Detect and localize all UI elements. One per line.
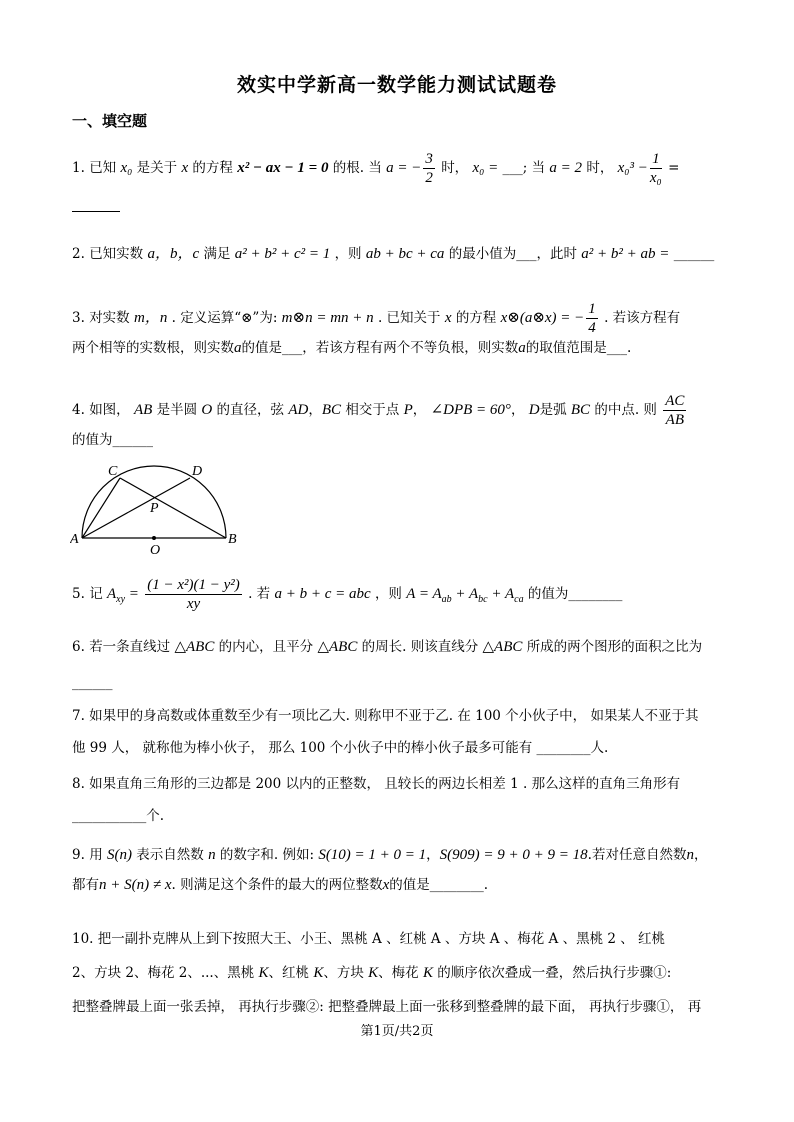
q2-text: 已知实数 <box>89 246 144 262</box>
q4-text: 的值为______ <box>72 432 153 448</box>
q3-number: 3. <box>72 310 85 326</box>
q3-fraction <box>586 300 598 337</box>
question-3 <box>72 300 722 359</box>
q6-triangle: △ABC <box>317 639 358 655</box>
q10-k: K <box>258 965 269 981</box>
question-1 <box>72 150 722 219</box>
q5-sub: bc <box>478 594 488 605</box>
q9-n: n <box>686 847 694 863</box>
question-2 <box>72 243 722 265</box>
q3-text: 的值是___，若该方程有两个不等负根，则实数 <box>241 340 519 356</box>
q5-number: 5. <box>72 586 85 602</box>
q3-text: . 定义运算“⊗”为: <box>171 310 278 326</box>
q3-definition: m⊗n = mn + n <box>281 310 374 326</box>
q4-number: 4. <box>72 402 85 418</box>
page-footer: 第1页/共2页 <box>360 1024 434 1039</box>
q8-line-1: 8. 如果直角三角形的三边都是 200 以内的正整数， 且较长的两边长相差 1 . 那么这样的直角三角形有 <box>72 776 681 792</box>
q3-x: x <box>444 310 452 326</box>
q10-text: 的顺序依次叠成一叠，然后执行步骤①: <box>437 965 672 981</box>
q5-a: A <box>106 586 117 602</box>
q5-text: . 若 <box>248 586 271 602</box>
q3-text: 的方程 <box>455 310 497 326</box>
q9-sn: S(n) <box>106 847 132 863</box>
q7-line-2: 他 99 人， 就称他为棒小伙子， 那么 100 个小伙子中的棒小伙子最多可能有 ________人. <box>72 740 609 756</box>
q4-fraction <box>663 392 686 429</box>
q10-k: K <box>368 965 379 981</box>
fraction-denominator: x₀ <box>649 170 662 186</box>
fraction-numerator: 1 <box>650 150 662 169</box>
q1-text: 是关于 <box>136 160 178 176</box>
q10-text: 2、方块 2、梅花 2、...、黑桃 <box>72 965 255 981</box>
q6-number: 6. <box>72 639 85 655</box>
label-a: A <box>70 532 79 547</box>
q7-line-1: 7. 如果甲的身高数或体重数至少有一项比乙大. 则称甲不亚于乙. 在 100 个小伙子中， 如果某人不亚于其 <box>72 708 699 724</box>
fraction-denominator: 4 <box>588 320 596 336</box>
q5-fraction <box>145 576 242 613</box>
q1-text: 的根. 当 <box>332 160 382 176</box>
q4-bc: BC <box>321 402 342 418</box>
q5-sub: ab <box>441 594 452 605</box>
q1-fraction <box>423 150 435 187</box>
q9-text: 的数字和. 例如: <box>219 847 315 863</box>
q6-text: 的内心，且平分 <box>218 639 314 655</box>
q4-angle: ∠DPB = 60° <box>430 402 511 418</box>
question-10 <box>72 922 722 1024</box>
q10-text: 、红桃 <box>268 965 310 981</box>
q9-text: 用 <box>89 847 103 863</box>
question-4: 4. 如图， AB 是半圆 O 的直径，弦 AD，BC 相交于点 P， ∠DPB = 60°， D是弧 BC 的中点. 则 $\frac{AC}{AB}$ 的值为______ <box>72 393 685 448</box>
fraction-numerator: 1 <box>588 301 596 317</box>
q9-text: . 则满足这个条件的最大的两位整数 <box>171 877 383 893</box>
q2-equation: a² + b² + c² = 1 <box>234 246 331 262</box>
label-c: C <box>108 464 118 479</box>
q6-blank: ______ <box>72 675 113 691</box>
q9-condition: n + S(n) ≠ x <box>99 877 172 893</box>
q9-text: ， <box>693 847 708 863</box>
center-point <box>152 536 156 540</box>
q4-p: P <box>403 402 413 418</box>
fraction-denominator: xy <box>186 596 201 612</box>
q3-text: . 若该方程有 <box>604 310 681 326</box>
q3-text: 对实数 <box>89 310 130 326</box>
section-heading: 一、填空题 <box>72 112 148 130</box>
q4-text: 的直径，弦 <box>216 402 285 418</box>
q9-x: x <box>382 877 390 893</box>
q10-k: K <box>422 965 433 981</box>
q1-text: 时， <box>586 160 614 176</box>
q5-text: 记 <box>89 586 103 602</box>
label-o: O <box>150 543 161 558</box>
q4-o: O <box>201 402 213 418</box>
q6-text: 所成的两个图形的面积之比为 <box>526 639 703 655</box>
q3-a: a <box>234 340 242 356</box>
fraction-numerator: AC <box>665 393 685 409</box>
q9-number: 9. <box>72 847 85 863</box>
q5-lhs: $A_{xy}$ = <box>106 586 139 605</box>
q9-example-1: S(10) = 1 + 0 = 1 <box>318 847 427 863</box>
q5-expr-part: A = A <box>406 586 442 602</box>
q3-a: a <box>518 340 526 356</box>
q9-n: n <box>208 847 216 863</box>
q2-vars: a，b，c <box>147 246 200 262</box>
fraction-denominator: 2 <box>425 170 433 186</box>
q5-expr-part: + A <box>487 586 515 602</box>
q6-triangle: △ABC <box>174 639 215 655</box>
q3-text: 的取值范围是___. <box>525 340 632 356</box>
label-d: D <box>192 464 203 479</box>
q1-a2: a = 2 <box>549 160 583 176</box>
q4-text: 是半圆 <box>156 402 198 418</box>
q3-text: . 已知关于 <box>377 310 441 326</box>
question-9 <box>72 840 722 900</box>
q6-text: 若一条直线过 <box>89 639 171 655</box>
page-title: 效实中学新高一数学能力测试试题卷 <box>236 74 557 96</box>
q4-ab: AB <box>133 402 153 418</box>
q4-text: 如图， <box>89 402 130 418</box>
q1-cube: x₀³ − <box>617 160 648 176</box>
q3-vars: m，n <box>133 310 168 326</box>
q6-text: 的周长. 则该直线分 <box>361 639 479 655</box>
q1-fraction-2 <box>650 150 662 187</box>
q4-text: 是弧 <box>539 402 567 418</box>
q9-text: 都有 <box>72 877 99 893</box>
question-7 <box>72 700 722 764</box>
q1-a-value: a = − <box>386 160 422 176</box>
q8-line-2: ___________个. <box>72 808 165 824</box>
q2-text: 的最小值为___，此时 <box>448 246 577 262</box>
q1-equation: x² − ax − 1 = 0 <box>237 160 329 176</box>
q6-triangle: △ABC <box>482 639 523 655</box>
q9-text: ， <box>426 847 440 863</box>
q5-text: ，则 <box>374 586 402 602</box>
question-8 <box>72 768 722 832</box>
q3-text: 两个相等的实数根，则实数 <box>72 340 234 356</box>
q4-ad: AD <box>288 402 309 418</box>
q4-text: 的中点. 则 <box>594 402 657 418</box>
q1-number: 1. <box>72 160 85 176</box>
q10-text: 、方块 <box>323 965 364 981</box>
q1-x0: x₀ <box>120 160 133 176</box>
q5-condition: a + b + c = abc <box>274 586 371 602</box>
q10-line-1: 10. 把一副扑克牌从上到下按照大王、小王、黑桃 A 、红桃 A 、方块 A 、梅花 A 、黑桃 2 、 红桃 <box>72 931 666 947</box>
q4-d: D <box>528 402 540 418</box>
q9-text: .若对任意自然数 <box>587 847 687 863</box>
q3-equation: x⊗(a⊗x) = − <box>500 310 585 326</box>
question-5 <box>72 572 722 622</box>
q2-text: ，则 <box>334 246 362 262</box>
q2-expression: ab + bc + ca <box>365 246 445 262</box>
semicircle-figure <box>70 458 250 558</box>
label-b: B <box>228 532 237 547</box>
q1-x0-equals: x₀ = <box>472 160 499 176</box>
q1-text: 已知 <box>89 160 117 176</box>
q9-example-2: S(909) = 9 + 0 + 9 = 18 <box>439 847 588 863</box>
fraction-numerator: (1 − x²)(1 − y²) <box>147 577 240 593</box>
q9-text: 的值是________. <box>389 877 489 893</box>
q2-number: 2. <box>72 246 85 262</box>
q4-text: 相交于点 <box>345 402 400 418</box>
q10-line-2 <box>72 956 722 990</box>
q9-text: 表示自然数 <box>136 847 204 863</box>
q10-line-3: 把整叠牌最上面一张丢掉， 再执行步骤②: 把整叠牌最上面一张移到整叠牌的最下面， 再执行步骤①， 再 <box>72 999 702 1015</box>
q2-text: 满足 <box>203 246 231 262</box>
q2-blank: ______ <box>673 246 715 262</box>
question-6 <box>72 636 722 694</box>
q5-text: 的值为________ <box>527 586 623 602</box>
q1-blank-text: ___; 当 <box>502 160 546 176</box>
q5-subscript: xy <box>116 594 126 605</box>
q5-expression <box>406 586 524 605</box>
answer-blank <box>72 199 120 212</box>
fraction-denominator: AB <box>665 412 684 428</box>
q2-expression-2: a² + b² + ab = <box>581 246 670 262</box>
fraction-numerator: 3 <box>425 151 433 167</box>
q10-k: K <box>313 965 324 981</box>
label-p: P <box>150 501 159 516</box>
q1-text: 的方程 <box>192 160 233 176</box>
q5-expr-part: + A <box>451 586 479 602</box>
q1-equals: = <box>668 160 680 176</box>
q10-text: 、梅花 <box>378 965 419 981</box>
q4-bc: BC <box>570 402 591 418</box>
q1-x: x <box>181 160 189 176</box>
q1-text: 时， <box>441 160 469 176</box>
q5-sub: ca <box>514 594 524 605</box>
